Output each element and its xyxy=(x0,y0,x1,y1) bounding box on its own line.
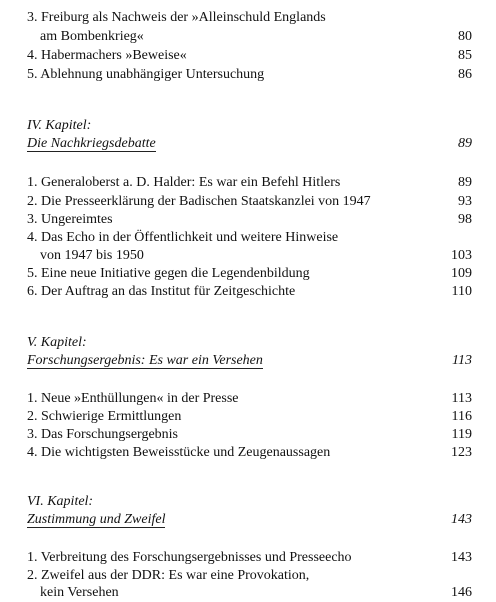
toc-entry-page: 89 xyxy=(458,175,472,190)
toc-entry-text: 5. Ablehnung unabhängiger Untersuchung xyxy=(27,67,265,82)
toc-entry-page: 103 xyxy=(451,248,472,263)
toc-entry xyxy=(27,584,472,602)
toc-entry xyxy=(27,28,472,46)
toc-entry-page: 146 xyxy=(451,585,472,600)
chapter-label-text: IV. Kapitel: xyxy=(27,118,92,133)
toc-entry-text: 6. Der Auftrag an das Institut für Zeitgeschichte xyxy=(27,284,296,299)
chapter-title xyxy=(27,352,472,370)
chapter-page: 143 xyxy=(451,512,472,527)
toc-entry-text: 2. Die Presseerklärung der Badischen Staatskanzlei von 1947 xyxy=(27,194,371,209)
toc-entry xyxy=(27,390,472,408)
chapter-label xyxy=(27,493,472,511)
toc-entry-text: 2. Schwierige Ermittlungen xyxy=(27,409,182,424)
toc-entry-text: 1. Generaloberst a. D. Halder: Es war ein Befehl Hitlers xyxy=(27,175,341,190)
chapter-title xyxy=(27,511,472,529)
toc-entry xyxy=(27,66,472,84)
chapter-title-text: Die Nachkriegsdebatte xyxy=(27,136,156,151)
toc-entry-page: 119 xyxy=(451,427,472,442)
toc-entry-text: 2. Zweifel aus der DDR: Es war eine Provokation, xyxy=(27,568,310,583)
toc-entry-page: 86 xyxy=(458,67,472,82)
chapter-label xyxy=(27,117,472,135)
toc-entry-page: 143 xyxy=(451,550,472,565)
toc-entry-text: von 1947 bis 1950 xyxy=(40,248,144,263)
toc-entry xyxy=(27,567,472,585)
toc-entry xyxy=(27,193,472,211)
toc-entry xyxy=(27,283,472,301)
toc-entry-page: 109 xyxy=(451,266,472,281)
toc-entry-text: 4. Habermachers »Beweise« xyxy=(27,48,187,63)
toc-entry xyxy=(27,426,472,444)
toc-entry xyxy=(27,265,472,283)
toc-entry-page: 123 xyxy=(451,445,472,460)
toc-entry xyxy=(27,174,472,192)
chapter-title-text: Zustimmung und Zweifel xyxy=(27,512,166,527)
toc-entry xyxy=(27,549,472,567)
toc-entry xyxy=(27,47,472,65)
toc-entry xyxy=(27,247,472,265)
toc-entry-page: 93 xyxy=(458,194,472,209)
chapter-label-text: VI. Kapitel: xyxy=(27,494,94,509)
toc-entry xyxy=(27,444,472,462)
toc-entry xyxy=(27,408,472,426)
chapter-page: 113 xyxy=(452,353,472,368)
toc-entry-text: 4. Das Echo in der Öffentlichkeit und weitere Hinweise xyxy=(27,230,339,245)
toc-entry-page: 110 xyxy=(451,284,472,299)
chapter-title-text: Forschungsergebnis: Es war ein Versehen xyxy=(27,353,263,368)
toc-entry-page: 98 xyxy=(458,212,472,227)
toc-entry-text: am Bombenkrieg« xyxy=(40,29,144,44)
chapter-label-text: V. Kapitel: xyxy=(27,335,87,350)
toc-entry xyxy=(27,9,472,27)
chapter-label xyxy=(27,334,472,352)
toc-entry-text: kein Versehen xyxy=(40,585,119,600)
toc-entry-page: 116 xyxy=(451,409,472,424)
toc-entry-page: 80 xyxy=(458,29,472,44)
toc-entry-text: 3. Freiburg als Nachweis der »Alleinschuld Englands xyxy=(27,10,326,25)
toc-entry xyxy=(27,211,472,229)
toc-entry-text: 5. Eine neue Initiative gegen die Legendenbildung xyxy=(27,266,310,281)
toc-entry-page: 85 xyxy=(458,48,472,63)
toc-entry-text: 3. Das Forschungsergebnis xyxy=(27,427,179,442)
toc-entry-text: 1. Verbreitung des Forschungsergebnisses und Presseecho xyxy=(27,550,352,565)
toc-entry-text: 4. Die wichtigsten Beweisstücke und Zeugenaussagen xyxy=(27,445,331,460)
chapter-title xyxy=(27,135,472,153)
toc-entry xyxy=(27,229,472,247)
toc-entry-page: 113 xyxy=(451,391,472,406)
toc-entry-text: 1. Neue »Enthüllungen« in der Presse xyxy=(27,391,239,406)
toc-entry-text: 3. Ungereimtes xyxy=(27,212,113,227)
chapter-page: 89 xyxy=(458,136,472,151)
